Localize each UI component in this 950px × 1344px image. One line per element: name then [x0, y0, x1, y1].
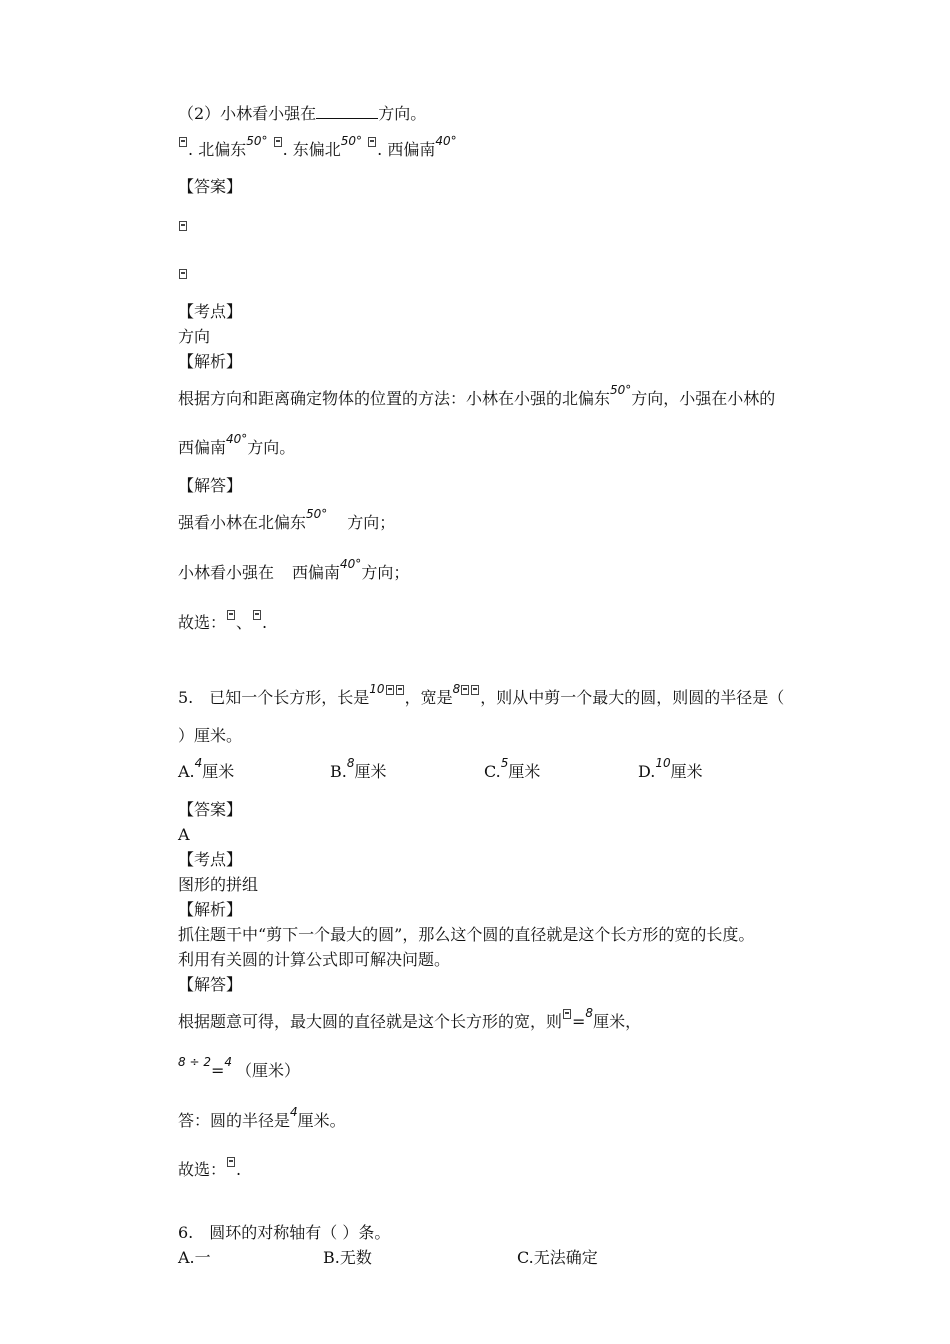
- q4-jieda-l2-b: 西偏南: [292, 563, 341, 582]
- option-a-placeholder-icon: [179, 137, 187, 147]
- q5-calc-line: [178, 1055, 301, 1082]
- q4-opt-b-degree: 50°: [340, 134, 363, 148]
- q5-stem-line-1: [178, 682, 785, 709]
- option-c-placeholder-icon: [368, 137, 376, 147]
- q5-jiexi-line-1: 抓住题干中“剪下一个最大的圆”，那么这个圆的直径就是这个长方形的宽的长度。: [178, 925, 755, 944]
- unit-placeholder-icon: [396, 685, 404, 695]
- q5-stem-c: ，则从中剪一个最大的圆，则圆的半径是（: [480, 688, 785, 707]
- q4-jieda-l1-a: 强看小林在北偏东: [178, 513, 307, 532]
- diameter-placeholder-icon: [563, 1009, 571, 1019]
- q6-option-c: C.无法确定: [517, 1248, 598, 1267]
- q4-jiexi-l2-b: 方向。: [247, 438, 296, 457]
- q5-jiexi-line-2: 利用有关圆的计算公式即可解决问题。: [178, 950, 451, 969]
- q5-da-a: 答：圆的半径是: [178, 1111, 291, 1130]
- q4-opt-b-sep: .: [282, 140, 288, 159]
- q5-calc-unit: （厘米）: [236, 1061, 301, 1080]
- q5-kaodian-text: 图形的拼组: [178, 875, 259, 894]
- choice-placeholder-icon: [227, 1157, 235, 1167]
- q5-opt-c-label: C.: [484, 762, 501, 781]
- q5-option-b: [330, 756, 387, 783]
- q6-stem: 6. 圆环的对称轴有（ ）条。: [178, 1223, 391, 1242]
- option-b-placeholder-icon: [274, 137, 282, 147]
- q4-opt-a-sep: .: [188, 140, 194, 159]
- q4-jieda-line-1: [178, 507, 396, 534]
- q5-da-value: 4: [290, 1105, 298, 1119]
- q5-guxuan: [178, 1160, 241, 1180]
- q4-sub2-stem: [178, 104, 426, 124]
- q4-answer-image-2: [178, 264, 188, 284]
- answer-placeholder-icon: [179, 269, 187, 279]
- q4-answer-heading: 【答案】: [178, 177, 243, 196]
- q4-jieda-heading: 【解答】: [178, 476, 243, 495]
- q4-jieda-l1-b: 方向；: [347, 513, 396, 532]
- answer-placeholder-icon: [179, 221, 187, 231]
- q5-da-b: 厘米。: [297, 1111, 346, 1130]
- q4-jiexi-line-2: [178, 432, 296, 459]
- q5-opt-a-label: A.: [178, 762, 195, 781]
- q5-opt-b-label: B.: [330, 762, 347, 781]
- q4-period: .: [262, 613, 268, 632]
- q5-option-c: [484, 756, 541, 783]
- q5-opt-d-unit: 厘米: [670, 762, 703, 781]
- q4-sub2-prefix: （2）小林看小强在: [178, 104, 317, 123]
- q5-opt-c-value: 5: [500, 756, 509, 770]
- unit-placeholder-icon: [386, 685, 394, 695]
- q5-stem-a: 5. 已知一个长方形，长是: [178, 688, 370, 707]
- choice-placeholder-icon: [253, 610, 261, 620]
- q5-opt-a-value: 4: [194, 756, 203, 770]
- q4-jiexi-degree-50: 50°: [610, 383, 632, 397]
- q4-jieda-l2-c: 方向；: [361, 563, 410, 582]
- unit-placeholder-icon: [461, 685, 469, 695]
- q4-jiexi-line-1: [178, 383, 776, 410]
- q4-opt-a-text: 北偏东: [198, 140, 247, 159]
- q5-kaodian-heading: 【考点】: [178, 850, 243, 869]
- q5-opt-a-unit: 厘米: [202, 762, 235, 781]
- q5-calc-result: 4: [224, 1055, 232, 1069]
- q5-opt-d-label: D.: [638, 762, 656, 781]
- q5-opt-b-unit: 厘米: [354, 762, 387, 781]
- q5-period: .: [236, 1160, 242, 1179]
- q5-answer: A: [178, 825, 190, 844]
- q5-stem-b: ，宽是: [404, 688, 453, 707]
- q4-jiexi-degree-40: 40°: [226, 432, 248, 446]
- q5-option-d: [638, 756, 703, 783]
- q5-jieda-heading: 【解答】: [178, 975, 243, 994]
- q5-opt-c-unit: 厘米: [508, 762, 541, 781]
- q4-jieda-l2-a: 小林看小强在: [178, 563, 275, 582]
- q4-opt-b-text: 东偏北: [292, 140, 341, 159]
- q4-guxuan: [178, 613, 267, 633]
- q5-calc-equals: =: [210, 1061, 225, 1080]
- q5-equals: =: [572, 1012, 586, 1031]
- q4-opt-c-text: 西偏南: [387, 140, 436, 159]
- q5-da-line: [178, 1105, 346, 1132]
- q4-jieda-line-2: [178, 557, 410, 584]
- unit-placeholder-icon: [471, 685, 479, 695]
- q4-opt-a-degree: 50°: [246, 134, 268, 148]
- q5-jieda-l1-b: 厘米，: [593, 1012, 642, 1031]
- q4-opt-c-sep: .: [377, 140, 383, 159]
- q4-options: [178, 134, 457, 161]
- q5-opt-d-value: 10: [655, 756, 671, 770]
- q5-stem-line-2: ）厘米。: [178, 726, 243, 745]
- q5-length-value: 10: [369, 682, 385, 696]
- q6-option-b: B.无数: [323, 1248, 372, 1267]
- choice-placeholder-icon: [227, 610, 235, 620]
- q5-option-a: [178, 756, 235, 783]
- q5-jieda-l1-a: 根据题意可得，最大圆的直径就是这个长方形的宽，则: [178, 1012, 563, 1031]
- q4-opt-c-degree: 40°: [435, 134, 457, 148]
- q5-jieda-line-1: [178, 1006, 642, 1033]
- q5-jieda-l1-value: 8: [585, 1006, 594, 1020]
- q5-opt-b-value: 8: [346, 756, 355, 770]
- q4-answer-image-1: [178, 216, 188, 236]
- q5-calc-expr: 8 ÷ 2: [178, 1055, 211, 1069]
- answer-blank: [316, 104, 378, 119]
- q4-kaodian-heading: 【考点】: [178, 302, 243, 321]
- q4-dun: 、: [236, 613, 253, 632]
- q4-jiexi-l1-b: 方向，小强在小林的: [631, 389, 776, 408]
- q4-guxuan-label: 故选：: [178, 613, 227, 632]
- q5-jiexi-heading: 【解析】: [178, 900, 243, 919]
- q4-jieda-degree-50: 50°: [306, 507, 328, 521]
- q4-kaodian-text: 方向: [178, 327, 211, 346]
- q5-guxuan-label: 故选：: [178, 1160, 227, 1179]
- q4-jiexi-heading: 【解析】: [178, 352, 243, 371]
- q4-jiexi-l2-a: 西偏南: [178, 438, 227, 457]
- q5-answer-heading: 【答案】: [178, 800, 243, 819]
- q4-jieda-degree-40: 40°: [340, 557, 362, 571]
- q6-option-a: A.一: [178, 1248, 211, 1267]
- q4-sub2-suffix: 方向。: [378, 104, 427, 123]
- q4-jiexi-l1-a: 根据方向和距离确定物体的位置的方法：小林在小强的北偏东: [178, 389, 611, 408]
- q5-width-value: 8: [452, 682, 461, 696]
